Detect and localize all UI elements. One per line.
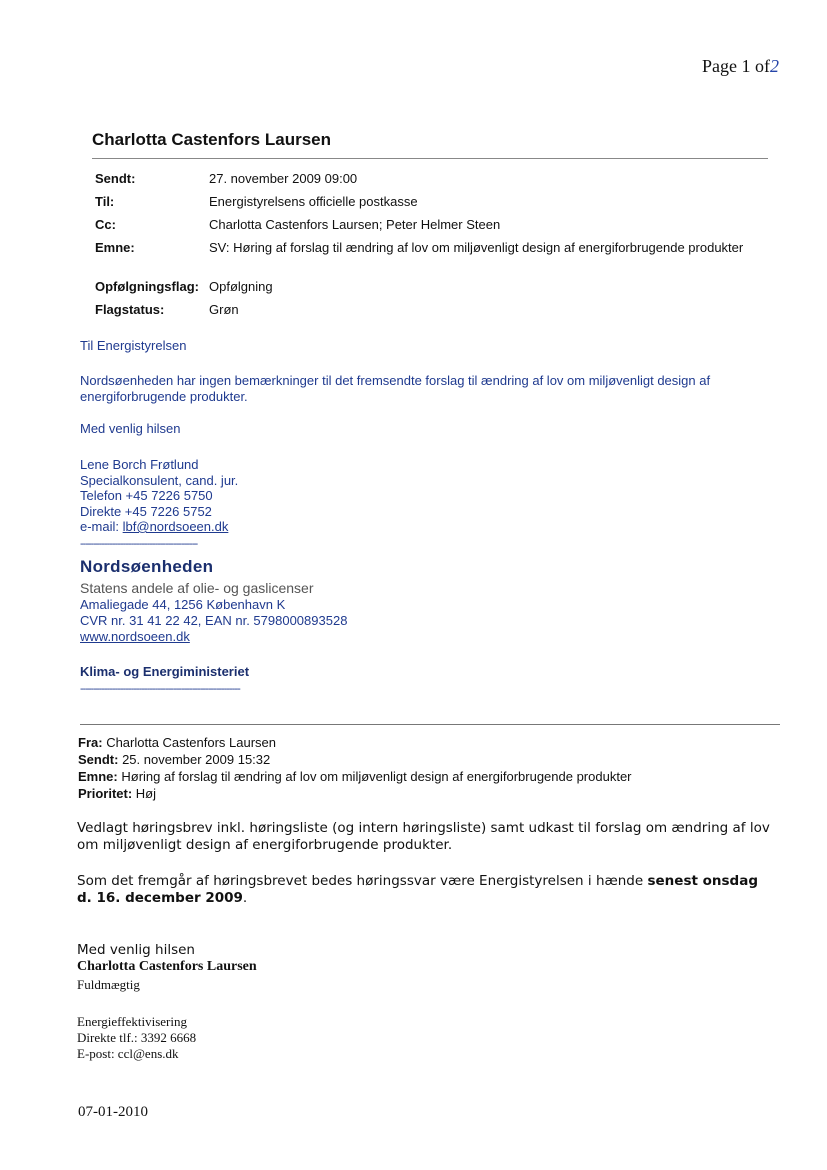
header-label: Sendt:: [95, 171, 136, 186]
reply-greeting: Til Energistyrelsen: [80, 338, 187, 353]
header-label: Cc:: [95, 217, 116, 232]
website-link[interactable]: www.nordsoeen.dk: [80, 629, 190, 644]
forwarded-contact: [77, 1014, 196, 1062]
header-value: Grøn: [209, 302, 239, 317]
forwarded-body-2: Som det fremgår af høringsbrevet bedes høringssvar være Energistyrelsen i hænde senest onsdag d. 16. december 2009.: [77, 873, 758, 906]
forwarded-sig-title: Fuldmægtig: [77, 977, 140, 992]
department: Energieffektivisering: [77, 1014, 187, 1029]
signature-title: Specialkonsulent, cand. jur.: [80, 472, 239, 488]
header-value: Energistyrelsens officielle postkasse: [209, 194, 418, 209]
handwritten-page-total: 2: [769, 56, 779, 76]
deadline-text: senest onsdag d. 16. december 2009: [77, 873, 758, 906]
email-link[interactable]: lbf@nordsoeen.dk: [122, 519, 229, 534]
dashed-separator: ------------------------------------------------------------: [80, 683, 240, 695]
forwarded-sig-name: Charlotta Castenfors Laursen: [77, 959, 257, 974]
signature-email-line: [80, 519, 238, 535]
header-value: Opfølgning: [209, 279, 273, 294]
header-label: Til:: [95, 194, 115, 209]
forwarded-subject: Emne: Høring af forslag til ændring af lov om miljøvenligt design af energiforbrugende produkter: [78, 769, 632, 784]
dashed-separator: --------------------------------------------: [80, 538, 198, 550]
forwarded-sent: Sendt: 25. november 2009 15:32: [78, 752, 271, 767]
org-name: Nordsøenheden: [80, 557, 214, 576]
org-address: Amaliegade 44, 1256 København K: [80, 597, 286, 612]
header-value: SV: Høring af forslag til ændring af lov om miljøvenligt design af energiforbrugende produkter: [209, 240, 744, 255]
footer-date: 07-01-2010: [78, 1104, 148, 1120]
signature-block: [80, 457, 238, 535]
org-cvr: CVR nr. 31 41 22 42, EAN nr. 5798000893528: [80, 612, 348, 628]
org-address-block: [80, 597, 347, 645]
header-label: Flagstatus:: [95, 302, 165, 317]
forward-divider: [80, 724, 780, 725]
header-divider: [92, 158, 768, 159]
forwarded-from: Fra: Charlotta Castenfors Laursen: [78, 735, 276, 750]
header-label: Emne:: [95, 240, 135, 255]
sender-title: Charlotta Castenfors Laursen: [92, 130, 331, 149]
header-label: Opfølgningsflag:: [95, 279, 199, 294]
forwarded-closing: Med venlig hilsen: [77, 942, 195, 958]
ministry-name: Klima- og Energiministeriet: [80, 664, 250, 679]
signature-direct: Direkte +45 7226 5752: [80, 503, 212, 519]
reply-closing: Med venlig hilsen: [80, 421, 181, 436]
header-value: Charlotta Castenfors Laursen; Peter Helmer Steen: [209, 217, 501, 232]
direct-phone: Direkte tlf.: 3392 6668: [77, 1030, 197, 1045]
page-indicator: [702, 56, 779, 77]
email-label: e-mail:: [80, 519, 120, 534]
contact-email: E-post: ccl@ens.dk: [77, 1046, 179, 1061]
header-value: 27. november 2009 09:00: [209, 171, 358, 186]
signature-phone: Telefon +45 7226 5750: [80, 488, 213, 503]
reply-body: Nordsøenheden har ingen bemærkninger til det fremsendte forslag til ændring af lov om miljøvenligt design af energiforbrugende produkter.: [80, 373, 711, 404]
page-indicator-text: Page 1 of: [702, 56, 770, 76]
signature-name: Lene Borch Frøtlund: [80, 457, 199, 472]
forwarded-header: [78, 734, 632, 802]
forwarded-body-1: Vedlagt høringsbrev inkl. høringsliste (og intern høringsliste) samt udkast til forslag om ændring af lov om miljøvenligt design af energiforbrugende produkter.: [77, 820, 770, 853]
org-subtitle: Statens andele af olie- og gaslicenser: [80, 580, 314, 596]
forwarded-priority: Prioritet: Høj: [78, 786, 157, 801]
